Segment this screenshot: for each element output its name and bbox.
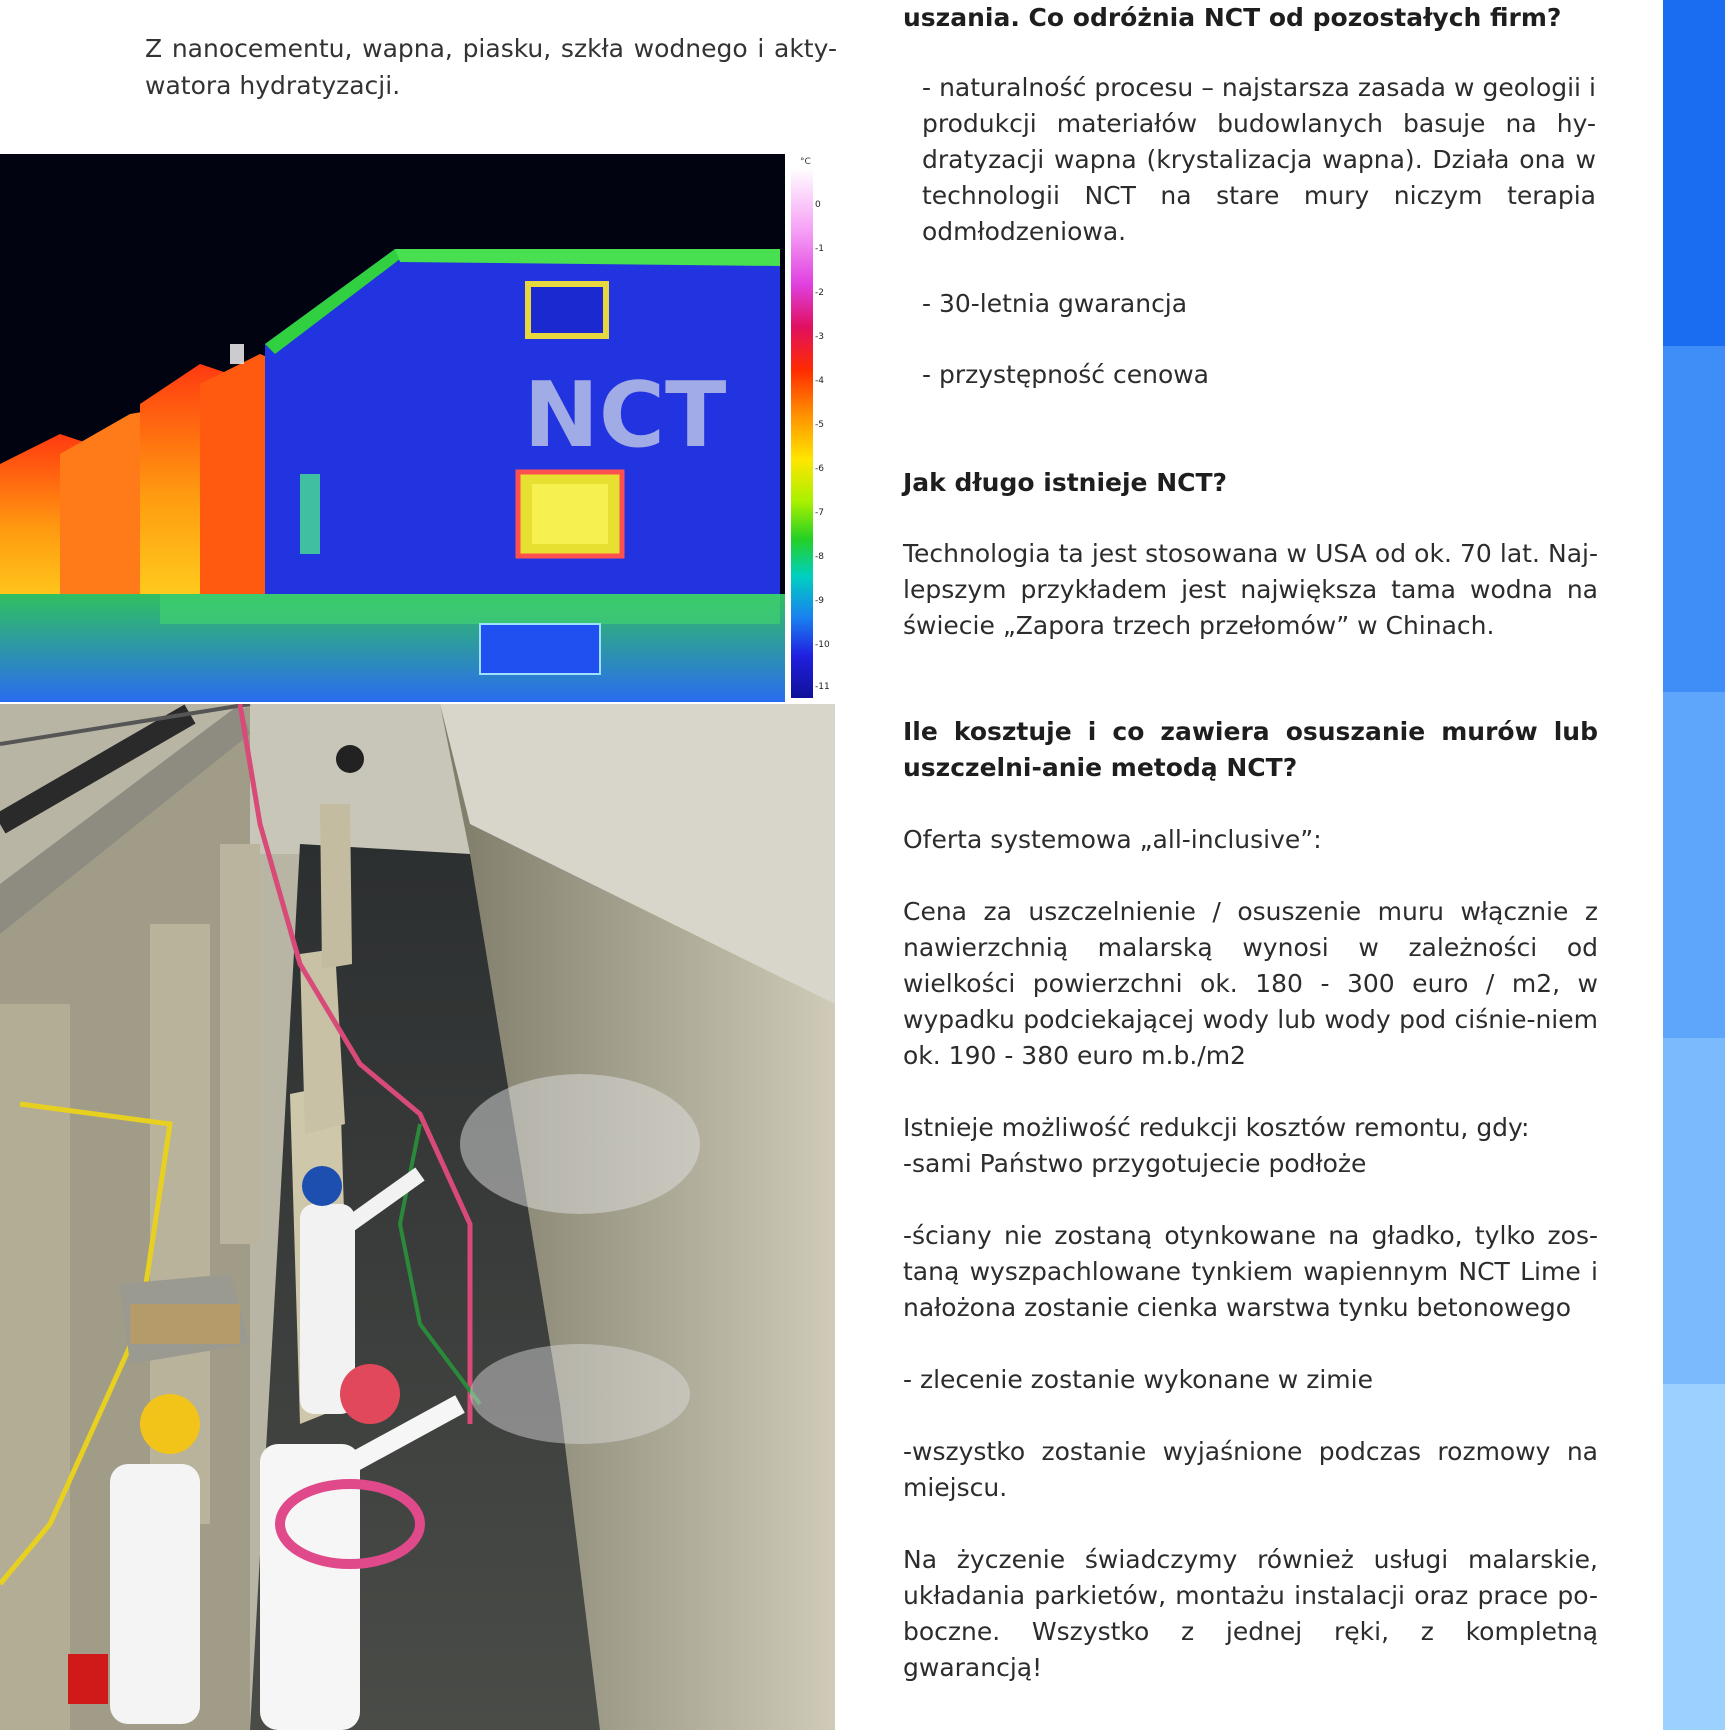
scale-tick: -2: [815, 288, 824, 298]
reduction-intro: Istnieje możliwość redukcji kosztów remontu, gdy:: [903, 1113, 1530, 1142]
scale-tick: -4: [815, 376, 824, 386]
thermal-image: [0, 154, 835, 702]
offer-line: Oferta systemowa „all-inclusive”:: [903, 825, 1322, 854]
thermal-building-illustration: [0, 154, 835, 702]
scale-tick: -10: [815, 640, 830, 650]
decorative-side-stripe: [1663, 0, 1725, 1730]
stripe-segment: [1663, 1038, 1725, 1384]
stripe-segment: [1663, 0, 1725, 346]
stripe-segment: [1663, 346, 1725, 692]
price-paragraph: Cena za uszczelnienie / osuszenie muru włącznie z nawierzchnią malarską wynosi w zależności od wielkości powierzchni ok. 180 - 300 euro / m2, w wypadku podciekającej wody lub wody pod ciśnie-niem ok. 190 - 380 euro m.b./m2: [903, 897, 1598, 1070]
reduction-condition-consultation: -wszystko zostanie wyjaśnione podczas rozmowy na miejscu.: [903, 1437, 1598, 1502]
concrete-channel-illustration: [0, 704, 835, 1730]
scale-tick: -5: [815, 420, 824, 430]
bullet-naturalness: - naturalność procesu – najstarsza zasada w geologii i produkcji materiałów budowlanych basuje na hy-dratyzacji wapna (krystalizacja wapna). Działa ona w technologii NCT na stare mury niczym terapia odmłodzeniowa.: [922, 73, 1596, 246]
scale-tick: -8: [815, 552, 824, 562]
workers-spraying-photo: [0, 704, 835, 1730]
heading-top: uszania. Co odróżnia NCT od pozostałych firm?: [903, 3, 1562, 32]
reduction-condition-prep: -sami Państwo przygotujecie podłoże: [903, 1149, 1367, 1178]
temperature-scale-legend: [785, 154, 835, 702]
scale-tick: -3: [815, 332, 824, 342]
bullet-warranty: - 30-letnia gwarancja: [922, 289, 1188, 318]
scale-tick: -7: [815, 508, 824, 518]
stripe-segment: [1663, 692, 1725, 1038]
answer-how-long: Technologia ta jest stosowana w USA od ok. 70 lat. Naj-lepszym przykładem jest największa tama wodna na świecie „Zapora trzech przełomów” w Chinach.: [903, 539, 1598, 640]
scale-tick: -9: [815, 596, 824, 606]
bullet-affordability: - przystępność cenowa: [922, 360, 1209, 389]
reduction-condition-winter: - zlecenie zostanie wykonane w zimie: [903, 1365, 1373, 1394]
nct-logo-watermark: NCT: [523, 363, 727, 468]
intro-paragraph: Z nanocementu, wapna, piasku, szkła wodnego i akty-watora hydratyzacji.: [145, 34, 837, 100]
question-cost: Ile kosztuje i co zawiera osuszanie murów lub uszczelni-anie metodą NCT?: [903, 717, 1598, 782]
question-how-long: Jak długo istnieje NCT?: [903, 468, 1228, 497]
closing-paragraph: Na życzenie świadczymy również usługi malarskie, układania parkietów, montażu instalacji oraz prace po-boczne. Wszystko z jednej ręki, z kompletną gwarancją!: [903, 1545, 1598, 1682]
scale-unit-label: °C: [800, 157, 811, 167]
scale-tick: -1: [815, 244, 824, 254]
reduction-condition-walls: -ściany nie zostaną otynkowane na gładko, tylko zos-taną wyszpachlowane tynkiem wapiennym NCT Lime i nałożona zostanie cienka warstwa tynku betonowego: [903, 1221, 1598, 1322]
scale-tick: 0: [815, 200, 821, 210]
scale-tick: -6: [815, 464, 824, 474]
scale-tick: -11: [815, 682, 830, 692]
temperature-color-bar: [791, 168, 813, 698]
stripe-segment: [1663, 1384, 1725, 1730]
